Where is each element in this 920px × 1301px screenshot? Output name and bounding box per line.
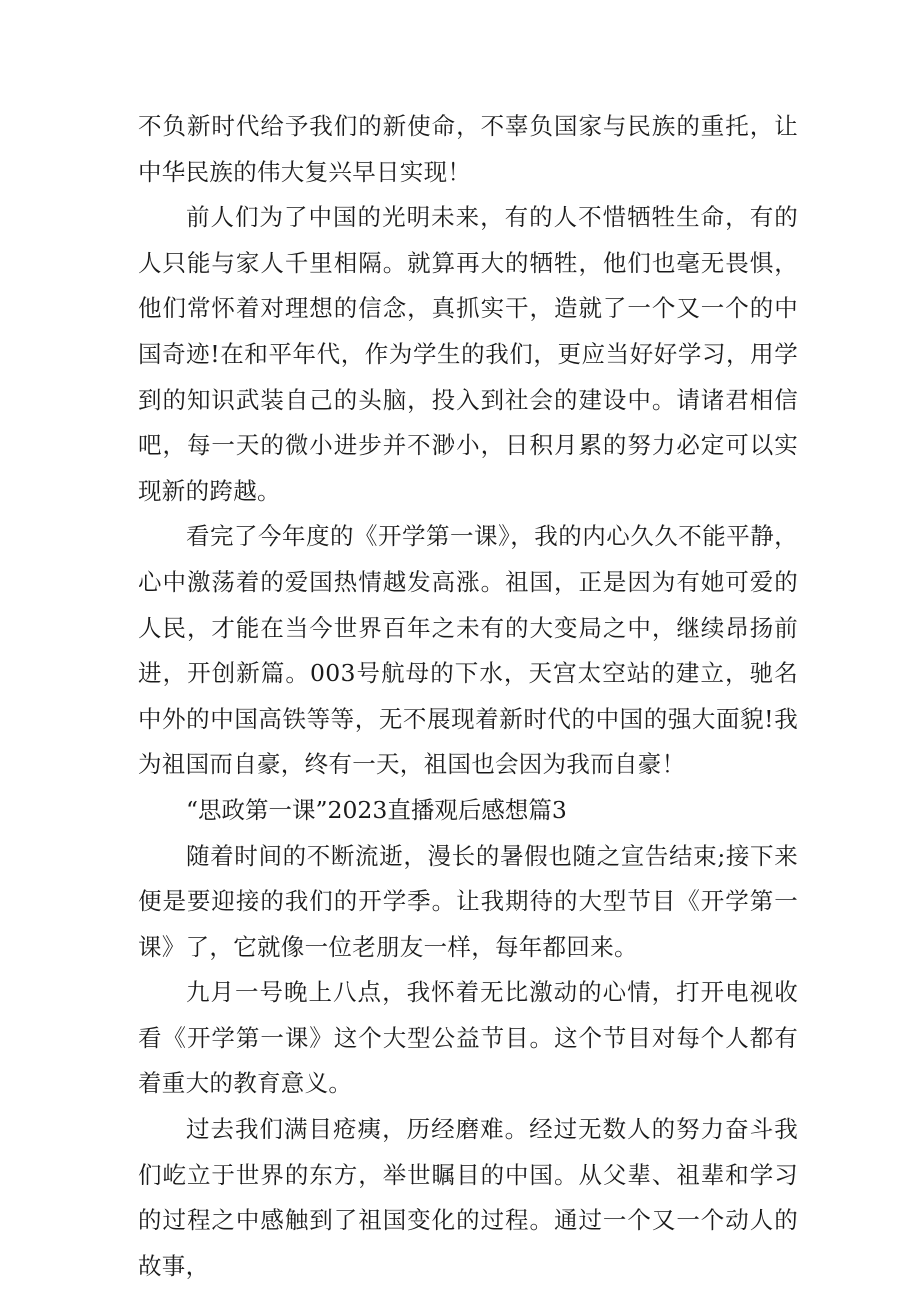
section-heading: “思政第一课”2023直播观后感想篇3	[186, 795, 567, 824]
paragraph-continuation: 不负新时代给予我们的新使命，不辜负国家与民族的重托，让中华民族的伟大复兴早日实现！	[138, 112, 798, 186]
paragraph: 随着时间的不断流逝，漫长的暑假也随之宣告结束;接下来便是要迎接的我们的开学季。让我期待的大型节目《开学第一课》了，它就像一位老朋友一样，每年都回来。	[138, 841, 798, 961]
paragraph: 九月一号晚上八点，我怀着无比激动的心情，打开电视收看《开学第一课》这个大型公益节目。这个节目对每个人都有着重大的教育意义。	[138, 978, 798, 1098]
document-body	[138, 104, 798, 1289]
paragraph: 看完了今年度的《开学第一课》，我的内心久久不能平静，心中激荡着的爱国热情越发高涨。祖国，正是因为有她可爱的人民，才能在当今世界百年之未有的大变局之中，继续昂扬前进，开创新篇。003号航母的下水，天宫太空站的建立，驰名中外的中国高铁等等，无不展现着新时代的中国的强大面貌!我为祖国而自豪，终有一天，祖国也会因为我而自豪！	[138, 522, 798, 779]
paragraph: 过去我们满目疮痍，历经磨难。经过无数人的努力奋斗我们屹立于世界的东方，举世瞩目的中国。从父辈、祖辈和学习的过程之中感触到了祖国变化的过程。通过一个又一个动人的故事，	[138, 1115, 798, 1280]
paragraph: 前人们为了中国的光明未来，有的人不惜牺牲生命，有的人只能与家人千里相隔。就算再大的牺牲，他们也毫无畏惧，他们常怀着对理想的信念，真抓实干，造就了一个又一个的中国奇迹!在和平年代，作为学生的我们，更应当好好学习，用学到的知识武装自己的头脑，投入到社会的建设中。请诸君相信吧，每一天的微小进步并不渺小，日积月累的努力必定可以实现新的跨越。	[138, 203, 798, 505]
